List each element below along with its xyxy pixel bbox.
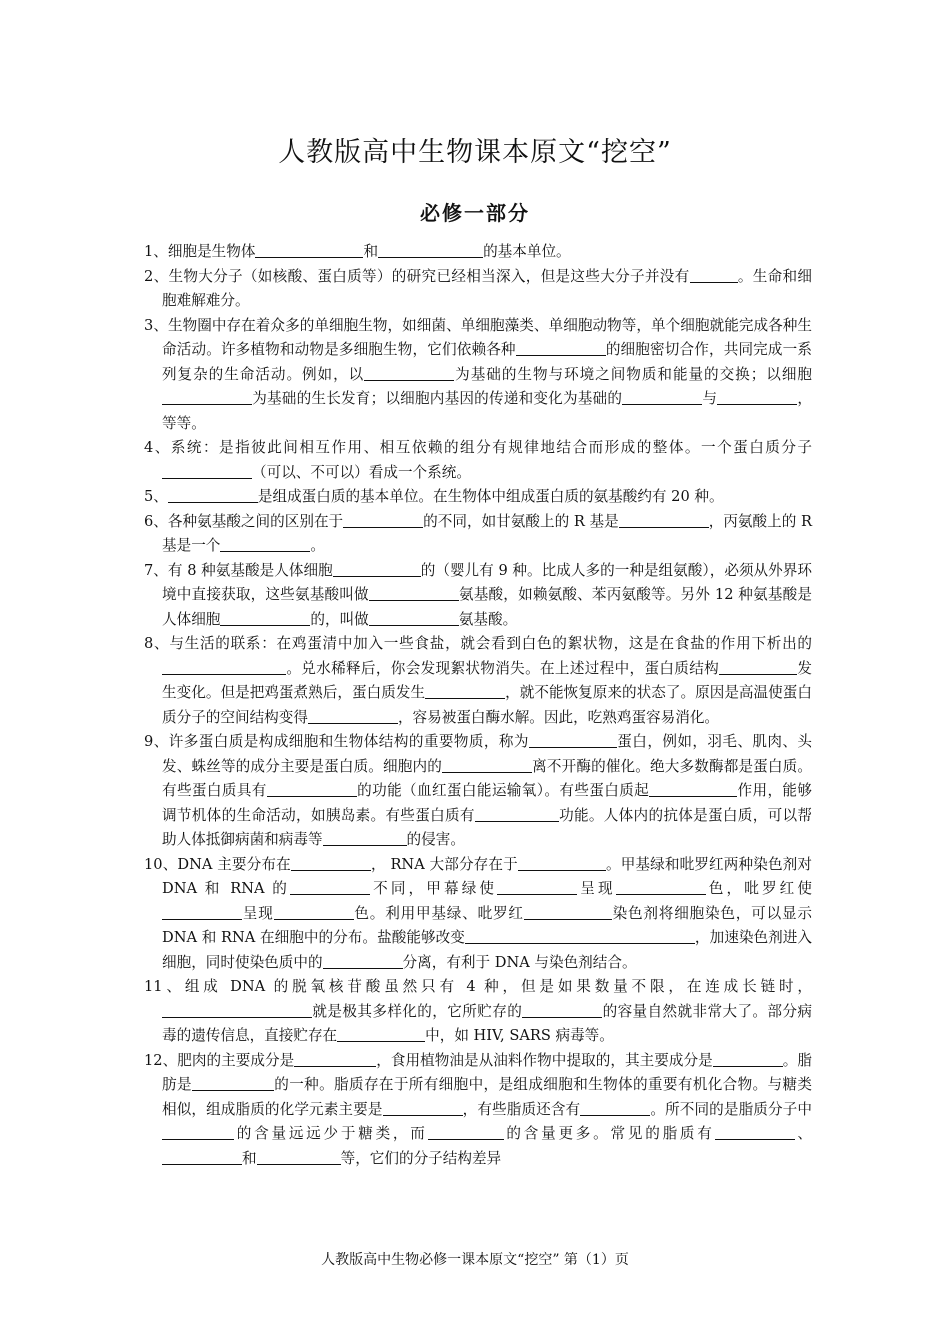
question-text: 功能。人体内的抗体是蛋白质，可以帮助人体抵御病菌和病毒等: [162, 806, 812, 848]
fill-blank[interactable]: [475, 805, 559, 822]
fill-blank[interactable]: [425, 682, 505, 699]
question-text: 蛋白，例如，羽毛、肌肉、头发、蛛丝等的成分主要是蛋白质。细胞内的: [162, 733, 812, 775]
question-text: 。生命和细胞难解难分。: [162, 267, 812, 309]
question-text: 的含量远远少于糖类，而: [234, 1125, 428, 1142]
fill-blank[interactable]: [649, 780, 737, 797]
question-text: 的基本单位。: [483, 243, 571, 260]
question-text: 不同，甲幕绿使: [370, 880, 498, 897]
question-text: 12、肥肉的主要成分是: [144, 1051, 295, 1069]
fill-blank[interactable]: [162, 1001, 312, 1018]
question-text: 发生变化。但是把鸡蛋煮熟后，蛋白质发生: [162, 659, 812, 701]
fill-blank[interactable]: [428, 1123, 504, 1140]
question-list: [144, 240, 812, 1171]
question-text: 离不开酶的催化。绝大多数酶都是蛋白质。有些蛋白质具有: [162, 757, 812, 799]
fill-blank[interactable]: [162, 903, 242, 920]
fill-blank[interactable]: [619, 511, 709, 528]
fill-blank[interactable]: [369, 584, 459, 601]
question-9: [144, 730, 812, 853]
question-text: 氨基酸。: [458, 610, 518, 628]
question-text: 8、与生活的联系：在鸡蛋清中加入一些食盐，就会看到白色的絮状物，这是在食盐的作用下析出的: [144, 635, 812, 652]
question-7: [144, 559, 812, 633]
question-text: 。兑水稀释后，你会发现絮状物消失。在上述过程中，蛋白质结构: [286, 659, 720, 677]
fill-blank[interactable]: [378, 241, 483, 258]
page-footer: 人教版高中生物必修一课本原文“挖空” 第（1）页: [321, 1252, 629, 1268]
question-3: [144, 314, 812, 437]
fill-blank[interactable]: [255, 241, 363, 258]
question-text: 与: [702, 390, 718, 407]
fill-blank[interactable]: [522, 1001, 602, 1018]
question-text: 4、系统：是指彼此间相互作用、相互依赖的组分有规律地结合而形成的整体。一个蛋白质分子: [144, 439, 812, 456]
question-text: 2、生物大分子（如核酸、蛋白质等）的研究已经相当深入，但是这些大分子并没有: [144, 267, 690, 285]
question-text: 的侵害。: [406, 831, 465, 848]
question-text: （可以、不可以）看成一个系统。: [252, 463, 471, 481]
question-text: 1、细胞是生物体: [144, 243, 256, 260]
question-text: 11、组成 DNA 的脱氧核苷酸虽然只有 4 种，但是如果数量不限，在连成长链时，: [144, 978, 812, 995]
fill-blank[interactable]: [220, 609, 310, 626]
fill-blank[interactable]: [518, 854, 606, 871]
question-4: [144, 436, 812, 485]
question-text: 就是极其多样化的，它所贮存的: [312, 1002, 523, 1020]
question-text: ，有些脂质还含有: [462, 1100, 581, 1118]
question-text: 呈现: [242, 904, 274, 922]
question-text: 和: [363, 243, 379, 260]
question-6: [144, 510, 812, 559]
question-text: 等，它们的分子结构差异: [340, 1149, 502, 1167]
question-text: 氨基酸，如赖氨酸、苯丙氨酸等。另外 12 种氨基酸是人体细胞: [162, 586, 812, 628]
fill-blank[interactable]: [308, 707, 398, 724]
question-text: 的含量更多。常见的脂质有: [503, 1125, 715, 1142]
question-text: 。甲基绿和吡罗红两种染色剂对 DNA 和 RNA 的: [162, 855, 812, 897]
question-10: [144, 853, 812, 976]
fill-blank[interactable]: [465, 927, 695, 944]
fill-blank[interactable]: [369, 609, 459, 626]
question-text: 10、DNA 主要分布在: [144, 855, 291, 873]
question-text: 分离，有利于 DNA 与染色剂结合。: [402, 953, 637, 971]
document-title: 人教版高中生物课本原文“挖空”: [278, 137, 672, 168]
fill-blank[interactable]: [162, 658, 286, 675]
question-12: [144, 1049, 812, 1172]
question-text: 的一种。脂质存在于所有细胞中，是组成细胞和生物体的重要有机化合物。与糖类相似，组成脂质的化学元素主要是: [162, 1076, 812, 1118]
question-text: 是组成蛋白质的基本单位。在生物体中组成蛋白质的氨基酸约有 20 种。: [257, 488, 724, 505]
fill-blank[interactable]: [622, 388, 702, 405]
question-5: [144, 485, 812, 510]
fill-blank[interactable]: [516, 339, 606, 356]
fill-blank[interactable]: [323, 952, 403, 969]
fill-blank[interactable]: [529, 731, 617, 748]
fill-blank[interactable]: [257, 1148, 341, 1165]
fill-blank[interactable]: [383, 1099, 463, 1116]
question-text: 的细胞密切合作，共同完成一系列复杂的生命活动。例如，以: [162, 341, 812, 383]
fill-blank[interactable]: [715, 1123, 795, 1140]
fill-blank[interactable]: [162, 1123, 234, 1140]
fill-blank[interactable]: [168, 486, 258, 503]
question-text: 的（婴儿有 9 种。比成人多的一种是组氨酸），必须从外界环境中直接获取，这些氨基酸叫做: [162, 561, 812, 603]
fill-blank[interactable]: [323, 829, 407, 846]
fill-blank[interactable]: [580, 1099, 650, 1116]
fill-blank[interactable]: [291, 854, 371, 871]
question-text: 。所不同的是脂质分子中: [650, 1100, 812, 1118]
question-text: 色，吡罗红使: [705, 880, 812, 897]
question-1: [144, 240, 812, 265]
fill-blank[interactable]: [192, 1074, 274, 1091]
question-text: 的容量自然就非常大了。部分病毒的遗传信息，直接贮存在: [162, 1002, 812, 1044]
question-text: 呈现: [577, 880, 616, 897]
question-text: 为基础的生长发育；以细胞内基因的传递和变化为基础的: [252, 390, 623, 407]
fill-blank[interactable]: [290, 878, 370, 895]
question-text: 3、生物圈中存在着众多的单细胞生物，如细菌、单细胞藻类、单细胞动物等，单个细胞就能完成各种生命活动。许多植物和动物是多细胞生物，它们依赖各种: [144, 316, 812, 358]
question-text: 的不同，如甘氨酸上的 R 基是: [423, 512, 619, 530]
document-subtitle: 必修一部分: [420, 201, 530, 225]
question-text: 染色剂将细胞染色，可以显示 DNA 和 RNA 在细胞中的分布。盐酸能够改变: [162, 904, 812, 946]
question-text: 色。利用甲基绿、吡罗红: [353, 904, 524, 922]
fill-blank[interactable]: [294, 1050, 376, 1067]
fill-blank[interactable]: [162, 388, 252, 405]
question-2: [144, 265, 812, 314]
question-text: ，就不能恢复原来的状态了。原因是高温使蛋白质分子的空间结构变得: [162, 684, 812, 726]
question-text: 5、: [144, 488, 168, 505]
question-text: 。: [310, 537, 325, 554]
question-11: [144, 975, 812, 1049]
question-text: 中，如 HIV, SARS 病毒等。: [425, 1027, 614, 1044]
fill-blank[interactable]: [524, 903, 612, 920]
question-text: 。脂肪是: [162, 1051, 812, 1093]
fill-blank[interactable]: [220, 535, 310, 552]
fill-blank[interactable]: [333, 560, 421, 577]
fill-blank[interactable]: [717, 388, 797, 405]
question-text: 6、各种氨基酸之间的区别在于: [144, 512, 344, 530]
question-text: 7、有 8 种氨基酸是人体细胞: [144, 561, 333, 579]
question-text: 为基础的生物与环境之间物质和能量的交换；以细胞: [454, 365, 812, 383]
question-text: ，丙氨酸上的 R 基是一个: [162, 512, 812, 554]
question-8: [144, 632, 812, 730]
fill-blank[interactable]: [497, 878, 577, 895]
fill-blank[interactable]: [713, 1050, 783, 1067]
question-text: ，加速染色剂进入细胞，同时使染色质中的: [162, 929, 812, 971]
question-text: 和: [242, 1149, 257, 1167]
fill-blank[interactable]: [274, 903, 354, 920]
fill-blank[interactable]: [337, 1025, 425, 1042]
question-text: 的功能（血红蛋白能运输氧）。有些蛋白质起: [356, 782, 650, 799]
fill-blank[interactable]: [364, 364, 454, 381]
question-text: 作用，能够调节机体的生命活动，如胰岛素。有些蛋白质有: [162, 782, 812, 824]
fill-blank[interactable]: [616, 878, 706, 895]
question-text: ，容易被蛋白酶水解。因此，吃熟鸡蛋容易消化。: [397, 708, 720, 726]
question-text: ， RNA 大部分存在于: [370, 855, 518, 873]
question-text: ，等等。: [162, 390, 812, 432]
fill-blank[interactable]: [690, 266, 738, 283]
question-text: 、: [794, 1125, 812, 1142]
fill-blank[interactable]: [719, 658, 797, 675]
fill-blank[interactable]: [343, 511, 423, 528]
question-text: ，食用植物油是从油料作物中提取的，其主要成分是: [376, 1051, 713, 1069]
question-text: 的，叫做: [310, 610, 369, 628]
fill-blank[interactable]: [442, 756, 532, 773]
fill-blank[interactable]: [162, 1148, 242, 1165]
question-text: 9、许多蛋白质是构成细胞和生物体结构的重要物质，称为: [144, 733, 529, 750]
fill-blank[interactable]: [162, 462, 252, 479]
fill-blank[interactable]: [267, 780, 357, 797]
